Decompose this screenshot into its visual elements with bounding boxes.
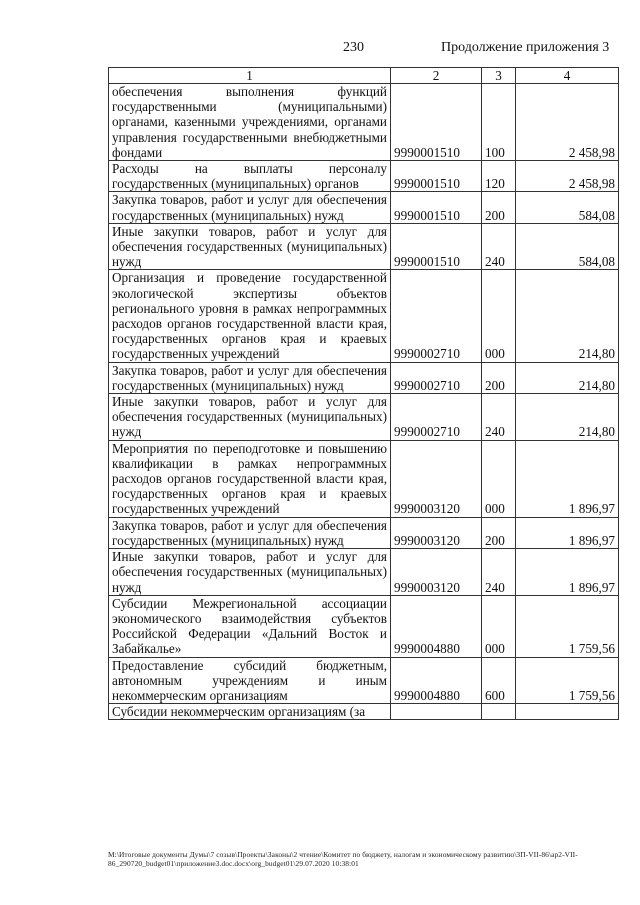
row-expense-type: 000 [482, 440, 516, 517]
row-code: 9990004880 [391, 595, 482, 657]
row-code [391, 704, 482, 720]
row-code: 9990001510 [391, 161, 482, 192]
row-description: Иные закупки товаров, работ и услуг для обеспечения государственных (муниципальных) нужд [109, 394, 391, 441]
page-number: 230 [343, 40, 364, 55]
table-row [109, 595, 619, 657]
row-expense-type: 200 [482, 362, 516, 393]
row-code: 9990003120 [391, 549, 482, 596]
row-code: 9990001510 [391, 84, 482, 161]
row-code: 9990002710 [391, 362, 482, 393]
column-header: 3 [482, 68, 516, 84]
row-amount: 1 896,97 [516, 440, 619, 517]
row-description: Расходы на выплаты персоналу государственных (муниципальных) органов [109, 161, 391, 192]
row-code: 9990002710 [391, 270, 482, 362]
row-description: Закупка товаров, работ и услуг для обеспечения государственных (муниципальных) нужд [109, 192, 391, 223]
footer-file-path: M:\Итоговые документы Думы\7 созыв\Проекты\Законы\2 чтение\Комитет по бюджету, налогам и экономическому развитию\ЗП-VII-86\ap2-VII-86_290720_budget01\приложение3.doc.docx\org_budget01\29.07.2020 10:38:01 [108, 850, 578, 868]
row-expense-type: 600 [482, 657, 516, 704]
table-row [109, 657, 619, 704]
row-description: Субсидии некоммерческим организациям (за [109, 704, 391, 720]
row-amount: 1 896,97 [516, 517, 619, 548]
row-code: 9990001510 [391, 192, 482, 223]
table-row [109, 362, 619, 393]
row-description: Мероприятия по переподготовке и повышению квалификации в рамках непрограммных расходов органов государственной власти края, государственных органов края и краевых государственных учреждений [109, 440, 391, 517]
row-amount [516, 704, 619, 720]
table-header-row [109, 68, 619, 84]
budget-table [108, 67, 619, 720]
column-header: 4 [516, 68, 619, 84]
row-amount: 214,80 [516, 362, 619, 393]
row-expense-type: 000 [482, 270, 516, 362]
continuation-title: Продолжение приложения 3 [441, 40, 610, 55]
table-row [109, 704, 619, 720]
row-amount: 2 458,98 [516, 161, 619, 192]
row-expense-type: 200 [482, 517, 516, 548]
row-amount: 584,08 [516, 192, 619, 223]
row-expense-type: 240 [482, 223, 516, 270]
row-amount: 584,08 [516, 223, 619, 270]
row-amount: 2 458,98 [516, 84, 619, 161]
row-amount: 1 896,97 [516, 549, 619, 596]
row-amount: 1 759,56 [516, 595, 619, 657]
row-expense-type: 200 [482, 192, 516, 223]
row-code: 9990003120 [391, 440, 482, 517]
row-amount: 214,80 [516, 394, 619, 441]
table-row [109, 517, 619, 548]
table-row [109, 161, 619, 192]
table-row [109, 223, 619, 270]
row-description: Закупка товаров, работ и услуг для обеспечения государственных (муниципальных) нужд [109, 517, 391, 548]
row-description: Организация и проведение государственной экологической экспертизы объектов регионального уровня в рамках непрограммных расходов органов государственной власти края, государственных органов края и краевых государственных учреждений [109, 270, 391, 362]
table-row [109, 84, 619, 161]
row-expense-type: 240 [482, 549, 516, 596]
row-code: 9990001510 [391, 223, 482, 270]
table-row [109, 394, 619, 441]
row-description: обеспечения выполнения функций государственными (муниципальными) органами, казенными учреждениями, органами управления государственными внебюджетными фондами [109, 84, 391, 161]
row-expense-type: 120 [482, 161, 516, 192]
row-description: Иные закупки товаров, работ и услуг для обеспечения государственных (муниципальных) нужд [109, 223, 391, 270]
table-row [109, 440, 619, 517]
row-code: 9990003120 [391, 517, 482, 548]
row-expense-type: 100 [482, 84, 516, 161]
table-row [109, 549, 619, 596]
row-description: Закупка товаров, работ и услуг для обеспечения государственных (муниципальных) нужд [109, 362, 391, 393]
row-description: Предоставление субсидий бюджетным, автономным учреждениям и иным некоммерческим организациям [109, 657, 391, 704]
column-header: 1 [109, 68, 391, 84]
table-row [109, 192, 619, 223]
column-header: 2 [391, 68, 482, 84]
row-expense-type [482, 704, 516, 720]
row-expense-type: 240 [482, 394, 516, 441]
row-code: 9990004880 [391, 657, 482, 704]
row-description: Субсидии Межрегиональной ассоциации экономического взаимодействия субъектов Российской Федерации «Дальний Восток и Забайкалье» [109, 595, 391, 657]
row-expense-type: 000 [482, 595, 516, 657]
row-amount: 214,80 [516, 270, 619, 362]
row-amount: 1 759,56 [516, 657, 619, 704]
row-code: 9990002710 [391, 394, 482, 441]
table-row [109, 270, 619, 362]
row-description: Иные закупки товаров, работ и услуг для обеспечения государственных (муниципальных) нужд [109, 549, 391, 596]
